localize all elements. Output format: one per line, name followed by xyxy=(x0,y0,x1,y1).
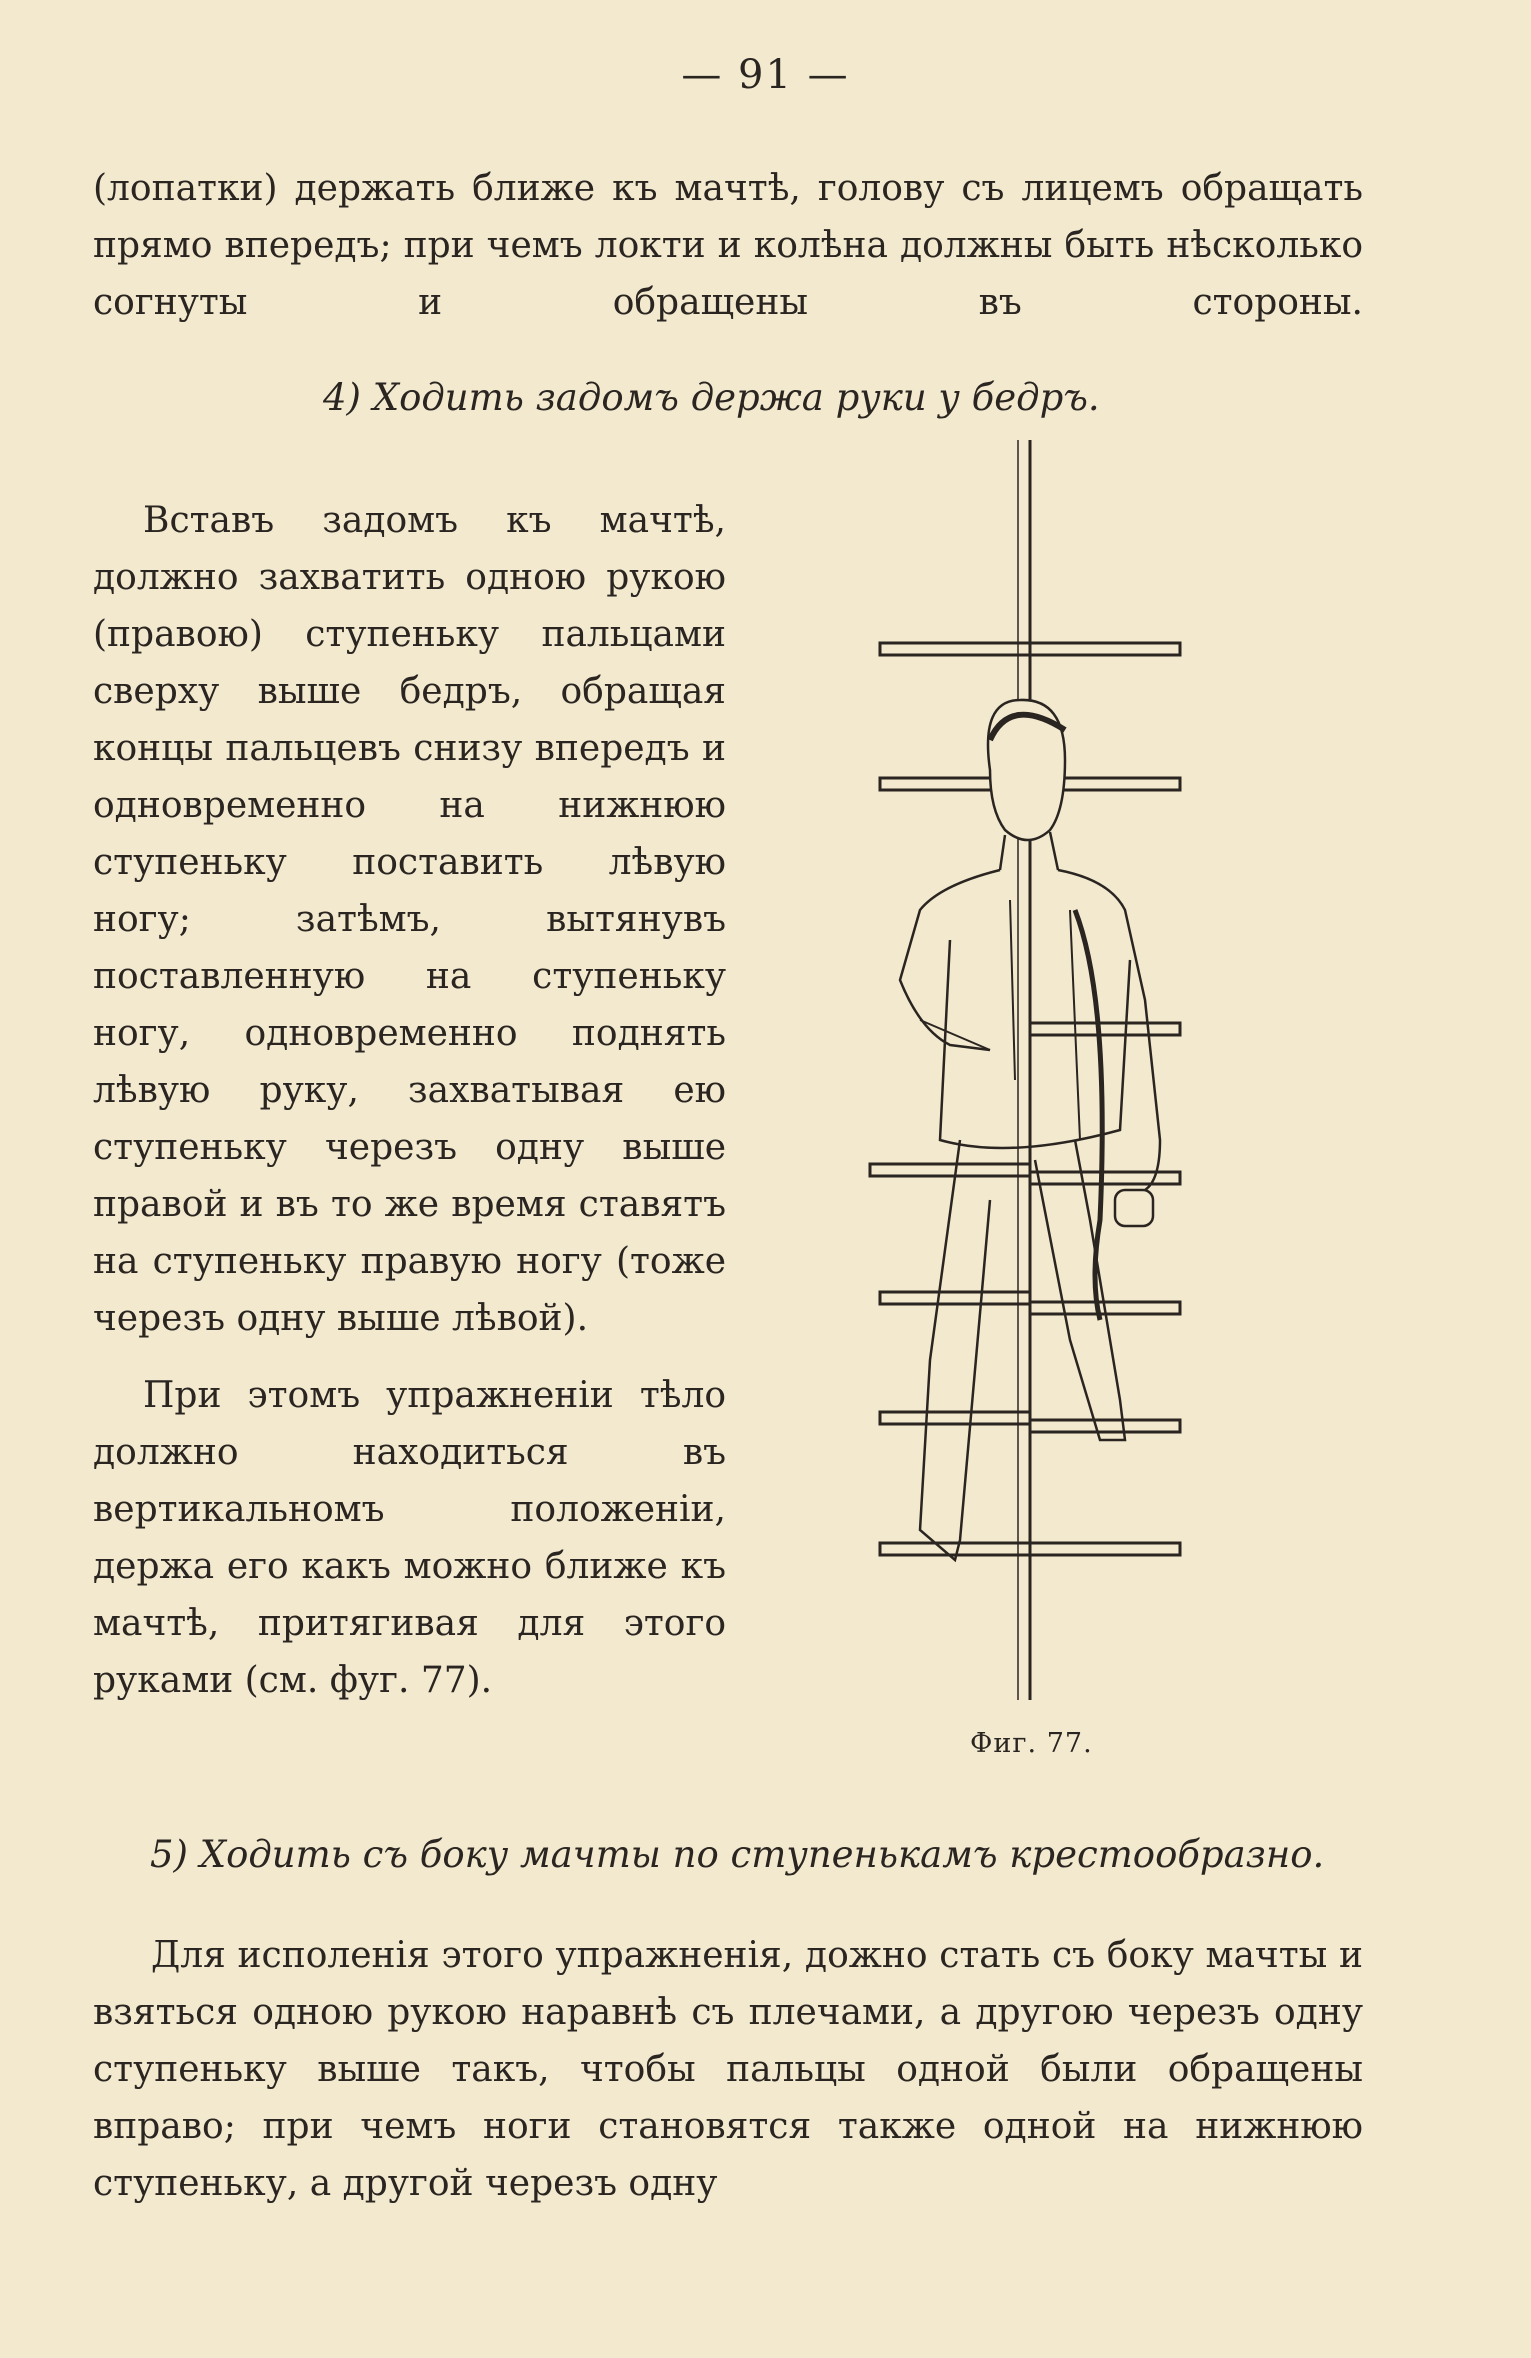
figure-caption: Фиг. 77. xyxy=(970,1728,1093,1759)
section-4-paragraph-1: Вставъ задомъ къ мачтѣ, должно захватить одною рукою (правою) ступеньку пальцами сверху выше бедръ, обращая концы пальцевъ снизу впередъ и одновременно на нижнюю ступеньку поставить лѣвую ногу; затѣмъ, вытянувъ поставленную на ступеньку ногу, одновременно поднять лѣвую руку, захватывая ею ступеньку черезъ одну выше правой и въ то же время ставятъ на ступеньку правую ногу (тоже черезъ одну выше лѣвой). xyxy=(93,500,726,1339)
page-number: — 91 — xyxy=(681,52,850,98)
section-5-paragraph: Для исполенія этого упражненія, дожно стать съ боку мачты и взяться одною рукою наравнѣ съ плечами, а другою черезъ одну ступеньку выше такъ, чтобы пальцы одной были обращены вправо; при чемъ ноги становятся также одной на нижнюю ступеньку, а другой черезъ одну xyxy=(93,1935,1363,2204)
section-4-text xyxy=(93,492,726,1709)
intro-paragraph: (лопатки) держать ближе къ мачтѣ, голову съ лицемъ обращать прямо впередъ; при чемъ локти и колѣна должны быть нѣсколько согнуты и обращены въ стороны. xyxy=(93,168,1363,323)
section-4-heading: 4) Ходить задомъ держа руки у бедръ. xyxy=(323,376,1100,419)
section-4-paragraph-2: При этомъ упражненіи тѣло должно находиться въ вертикальномъ положеніи, держа его какъ можно ближе къ мачтѣ, притягивая для этого руками (см. фуг. 77). xyxy=(93,1375,726,1701)
section-5-heading: 5) Ходить съ боку мачты по ступенькамъ крестообразно. xyxy=(150,1833,1325,1876)
figure-77-illustration xyxy=(860,440,1240,1700)
